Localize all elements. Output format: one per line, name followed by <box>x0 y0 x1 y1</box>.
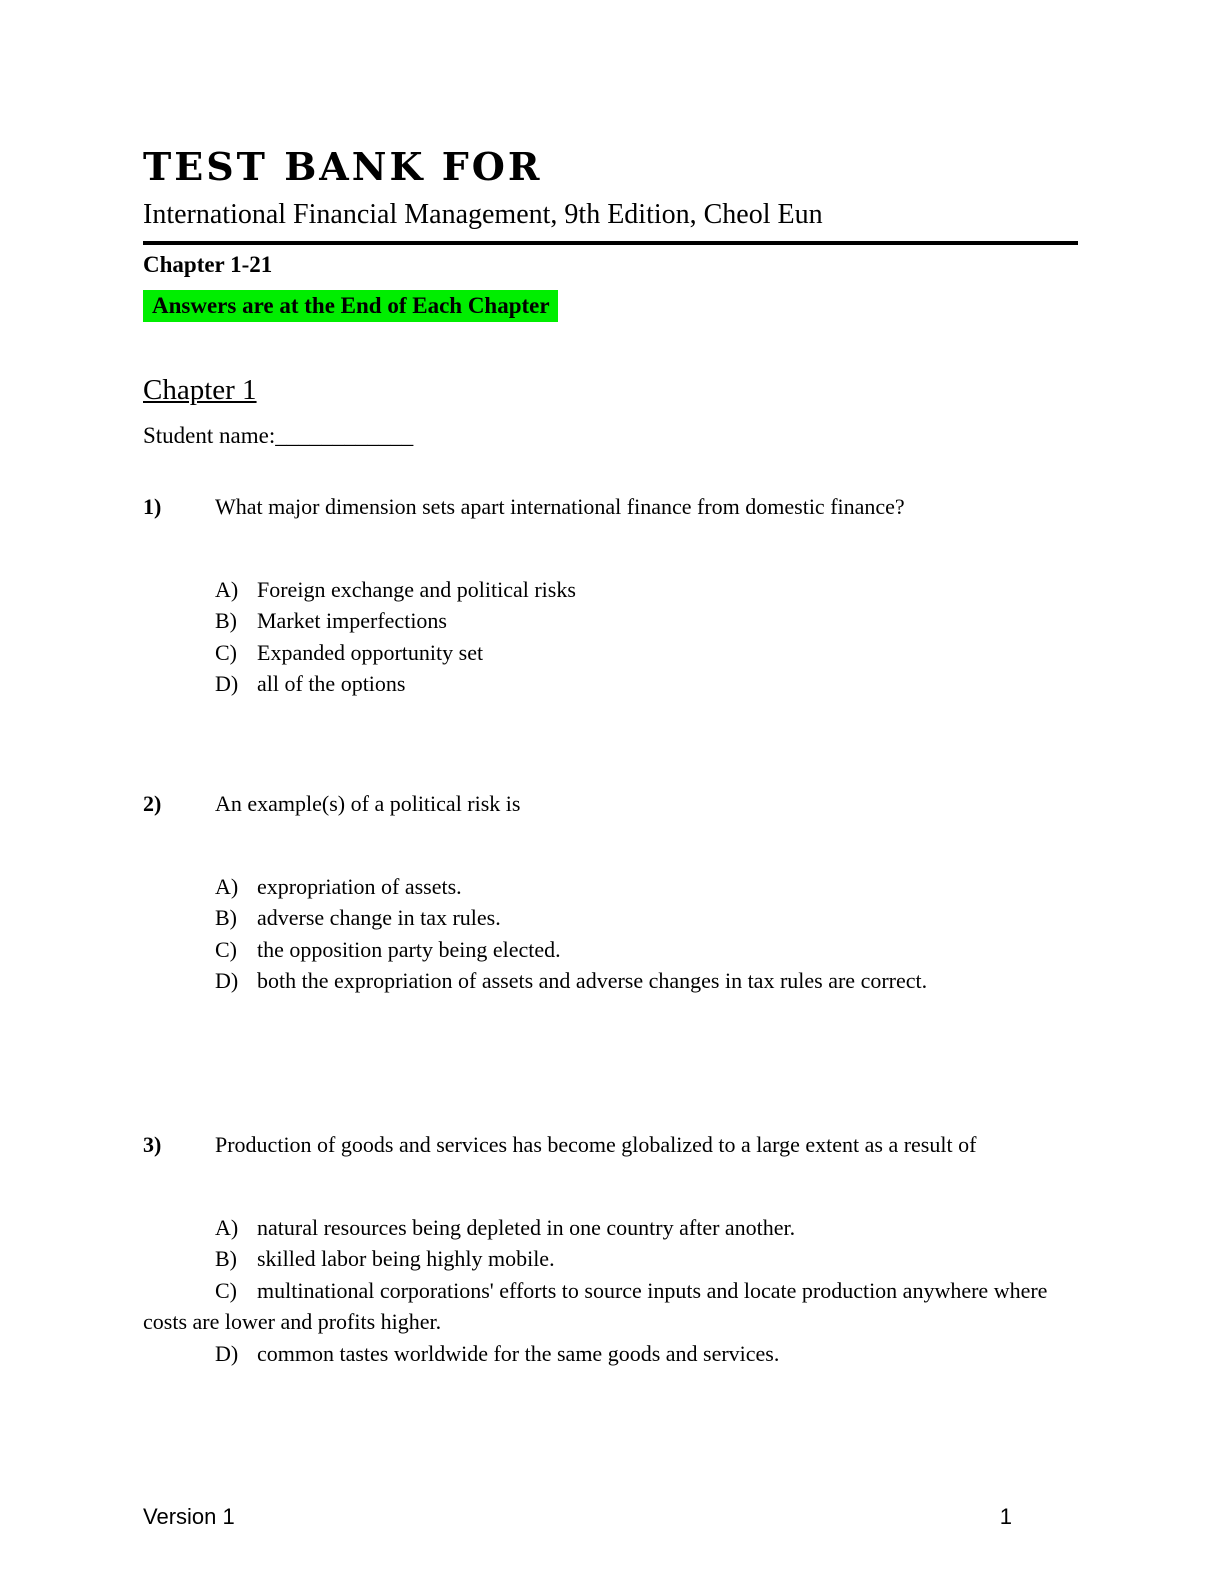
student-name-label: Student name: <box>143 422 276 448</box>
page-footer <box>143 1504 1012 1530</box>
option-row <box>143 1212 1078 1244</box>
option-text: all of the options <box>257 671 406 697</box>
question-number: 1) <box>143 493 162 519</box>
option-row <box>143 902 1078 934</box>
option-text: both the expropriation of assets and adverse changes in tax rules are correct. <box>257 968 928 994</box>
options-list <box>143 1212 1078 1370</box>
chapter-title: Chapter 1 <box>143 373 257 406</box>
option-text: skilled labor being highly mobile. <box>257 1246 555 1272</box>
option-row <box>143 871 1078 903</box>
answers-highlight-note: Answers are at the End of Each Chapter <box>143 290 558 322</box>
option-label: B) <box>215 608 237 634</box>
option-label: C) <box>215 639 237 665</box>
option-label: C) <box>215 936 237 962</box>
option-text: Foreign exchange and political risks <box>257 576 576 602</box>
question-text: What major dimension sets apart international finance from domestic finance? <box>215 493 905 519</box>
student-name-blank: ____________ <box>275 422 414 448</box>
question-block <box>143 1129 1078 1370</box>
option-label: B) <box>215 905 237 931</box>
option-label: A) <box>215 576 239 602</box>
page-number: 1 <box>999 1504 1012 1529</box>
option-label: D) <box>215 671 239 697</box>
option-text: adverse change in tax rules. <box>257 905 501 931</box>
divider <box>143 241 1078 245</box>
option-row <box>143 1338 1078 1370</box>
document-subtitle: International Financial Management, 9th Edition, Cheol Eun <box>143 199 823 230</box>
option-text: Market imperfections <box>257 608 447 634</box>
option-label: D) <box>215 1340 239 1366</box>
option-text: multinational corporations' efforts to source inputs and locate production anywhere where costs are lower and profits higher. <box>143 1277 1048 1335</box>
document-title: TEST BANK FOR <box>143 144 543 189</box>
question-block <box>143 788 1078 997</box>
option-text: the opposition party being elected. <box>257 936 561 962</box>
question-text: An example(s) of a political risk is <box>215 790 521 816</box>
option-text: expropriation of assets. <box>257 873 462 899</box>
option-row <box>143 1243 1078 1275</box>
option-text: common tastes worldwide for the same goods and services. <box>257 1340 780 1366</box>
question-block <box>143 491 1078 700</box>
option-row <box>143 605 1078 637</box>
option-text: Expanded opportunity set <box>257 639 484 665</box>
option-row <box>143 934 1078 966</box>
option-label: B) <box>215 1246 237 1272</box>
version-label: Version 1 <box>143 1504 235 1529</box>
questions-section <box>143 491 1078 1370</box>
options-list <box>143 574 1078 700</box>
question-text: Production of goods and services has become globalized to a large extent as a result of <box>215 1131 977 1157</box>
option-label: A) <box>215 1214 239 1240</box>
option-row <box>143 574 1078 606</box>
question-number: 3) <box>143 1131 162 1157</box>
option-label: A) <box>215 873 239 899</box>
option-row <box>143 637 1078 669</box>
option-row <box>143 668 1078 700</box>
option-row <box>143 1275 1078 1338</box>
option-text: natural resources being depleted in one country after another. <box>257 1214 796 1240</box>
options-list <box>143 871 1078 997</box>
question-number: 2) <box>143 790 162 816</box>
option-row <box>143 965 1078 997</box>
option-label: D) <box>215 968 239 994</box>
chapter-range: Chapter 1-21 <box>143 251 273 277</box>
option-label: C) <box>215 1277 237 1303</box>
student-name-line <box>143 423 1078 449</box>
